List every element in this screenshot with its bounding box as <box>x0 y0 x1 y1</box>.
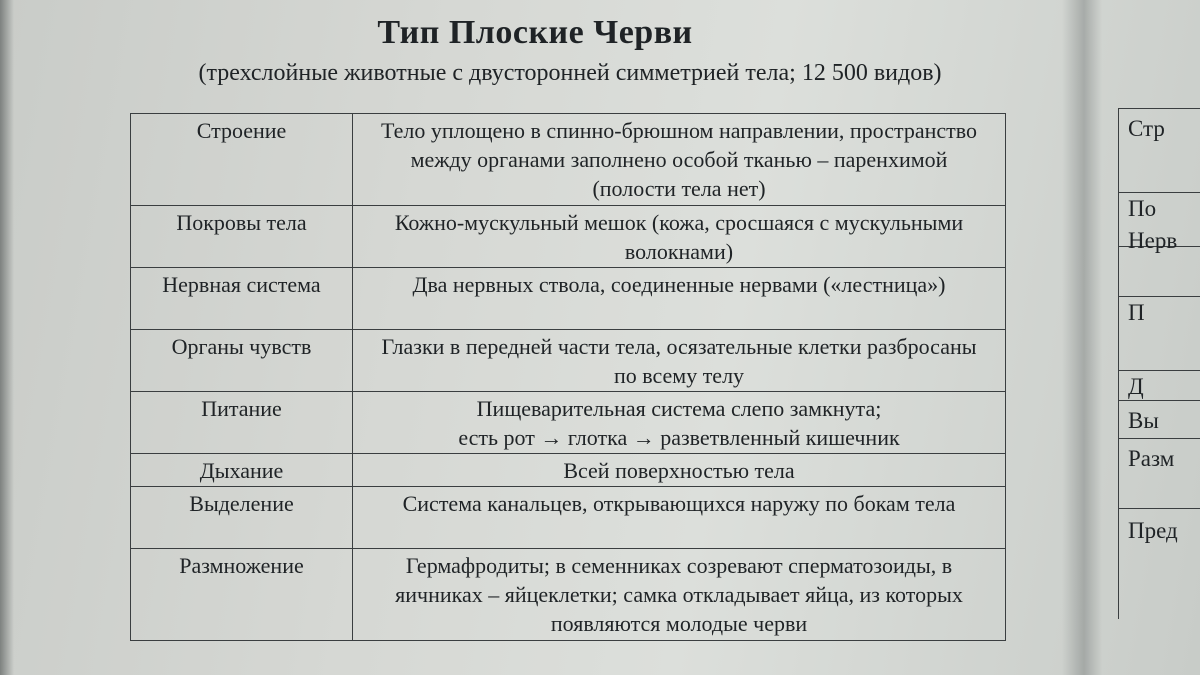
right-page-label: Разм <box>1128 446 1175 471</box>
right-page-row-line <box>1118 400 1200 401</box>
row-text: Кожно-мускульный мешок (кожа, сросшаяся с мускульными волокнами) <box>353 206 1006 268</box>
right-page-row-line <box>1118 296 1200 297</box>
row-text-line: есть рот → глотка → разветвленный кишечник <box>458 425 900 450</box>
row-label: Дыхание <box>131 454 353 487</box>
right-page-label: П <box>1128 300 1145 325</box>
row-label: Нервная система <box>131 268 353 330</box>
table-row <box>131 487 1006 549</box>
right-page-row-line <box>1118 438 1200 439</box>
table-row <box>131 206 1006 268</box>
table-row <box>131 392 1006 454</box>
characteristics-table <box>130 113 1006 641</box>
right-page-label: Вы <box>1128 408 1159 433</box>
page-subtitle: (трехслойные животные с двусторонней симметрией тела; 12 500 видов) <box>198 60 942 86</box>
table-row <box>131 549 1006 641</box>
row-label: Размножение <box>131 549 353 641</box>
row-text: Система канальцев, открывающихся наружу по бокам тела <box>353 487 1006 549</box>
row-text: Глазки в передней части тела, осязательные клетки разбросаны по всему телу <box>353 330 1006 392</box>
table-row <box>131 268 1006 330</box>
row-text: Всей поверхностью тела <box>353 454 1006 487</box>
right-page-label: По <box>1128 196 1157 221</box>
right-page-row-line <box>1118 370 1200 371</box>
page-edge-shadow <box>0 0 14 675</box>
table-row <box>131 454 1006 487</box>
row-label: Строение <box>131 114 353 206</box>
page-title: Тип Плоские Черви <box>377 14 693 51</box>
row-text: Тело уплощено в спинно-брюшном направлении, пространство между органами заполнено особой тканью – паренхимой (полости тела нет) <box>353 114 1006 206</box>
right-page-label: Стр <box>1128 116 1165 141</box>
right-page-row-line <box>1118 192 1200 193</box>
row-label: Покровы тела <box>131 206 353 268</box>
row-text: Гермафродиты; в семенниках созревают сперматозоиды, в яичниках – яйцеклетки; самка откладывает яйца, из которых появляются молодые черви <box>353 549 1006 641</box>
row-label: Питание <box>131 392 353 454</box>
right-page-row-line <box>1118 508 1200 509</box>
table-row <box>131 330 1006 392</box>
row-label: Выделение <box>131 487 353 549</box>
right-page-label: Д <box>1128 374 1144 399</box>
right-page-label: Пред <box>1128 518 1178 543</box>
row-label: Органы чувств <box>131 330 353 392</box>
row-text <box>353 392 1006 454</box>
row-text-line: Пищеварительная система слепо замкнута; <box>476 396 882 421</box>
row-text: Два нервных ствола, соединенные нервами («лестница») <box>353 268 1006 330</box>
table-row <box>131 114 1006 206</box>
right-page-label: Нерв <box>1128 228 1178 253</box>
book-gutter <box>1062 0 1102 675</box>
